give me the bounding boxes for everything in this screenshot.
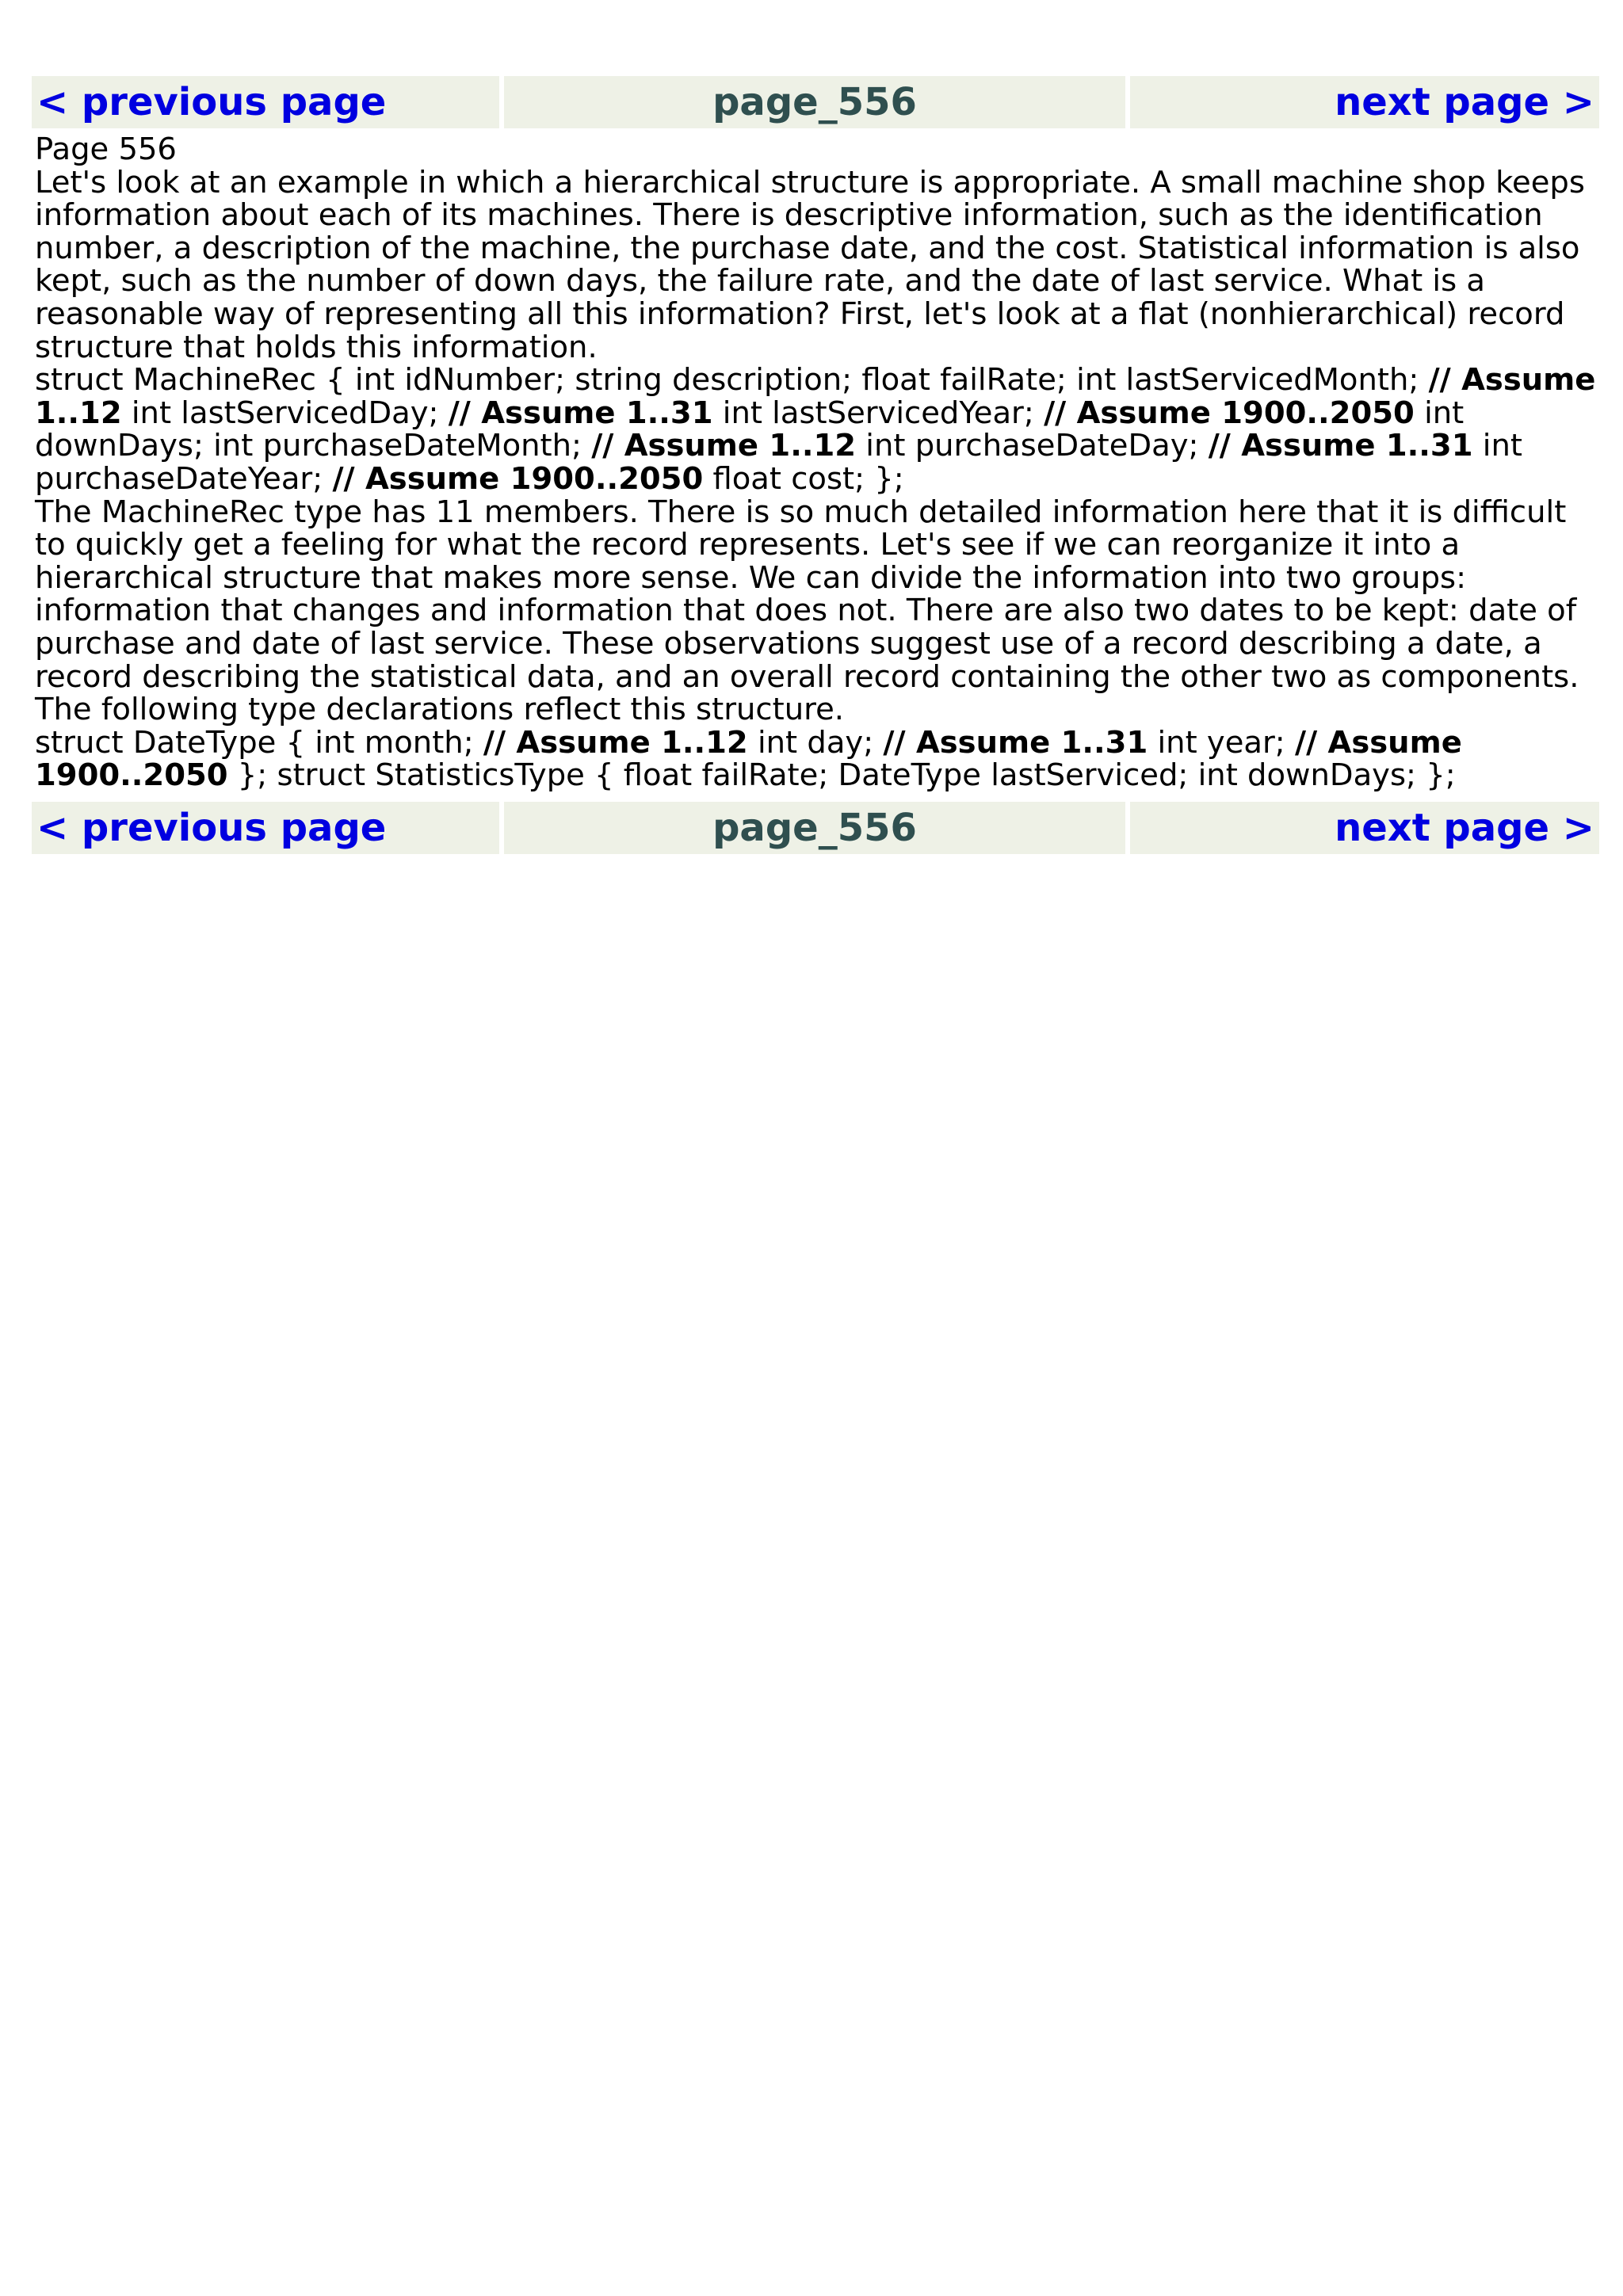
next-page-link[interactable]: next page > xyxy=(1335,806,1594,850)
code-text: struct MachineRec { int idNumber; string description; float failRate; int lastServicedMonth; xyxy=(35,362,1429,399)
next-page-cell xyxy=(1130,802,1599,854)
code-comment: // Assume 1..12 xyxy=(35,362,1596,431)
prev-page-cell xyxy=(32,76,499,128)
page-label: page_556 xyxy=(712,80,917,124)
code-comment: // Assume 1..31 xyxy=(1208,428,1473,464)
prev-page-cell xyxy=(32,802,499,854)
page-label-cell xyxy=(504,802,1125,854)
code-text: int purchaseDateDay; xyxy=(856,428,1209,464)
next-page-link[interactable]: next page > xyxy=(1335,80,1594,124)
code-comment: // Assume 1..31 xyxy=(883,724,1148,761)
code-comment: // Assume 1..12 xyxy=(591,428,857,464)
code-date-statistics xyxy=(35,724,1596,794)
page-label-cell xyxy=(504,76,1125,128)
top-navigation-bar xyxy=(32,76,1599,128)
page-content xyxy=(35,133,1596,792)
code-text: }; struct StatisticsType { float failRate; DateType lastServiced; int downDays; }; xyxy=(227,757,1456,794)
code-comment: // Assume 1..31 xyxy=(448,395,713,431)
code-text: int lastServicedDay; xyxy=(121,395,449,431)
code-comment: // Assume 1900..2050 xyxy=(1044,395,1415,431)
code-text: struct DateType { int month; xyxy=(35,724,483,761)
code-text: int purchaseDateYear; xyxy=(35,428,1522,497)
bottom-navigation-bar xyxy=(32,802,1599,854)
code-comment: // Assume 1900..2050 xyxy=(35,724,1462,794)
code-comment: // Assume 1..12 xyxy=(483,724,748,761)
page-label: page_556 xyxy=(712,806,917,850)
paragraph-explanation: The MachineRec type has 11 members. There is so much detailed information here that it is difficult to quickly get a feeling for what the record represents. Let's see if we can reorganize it into a hierarchical structure that makes more sense. We can divide the information into two groups: information that changes and information that does not. There are also two dates to be kept: date of purchase and date of last service. These observations suggest use of a record describing a date, a record describing the statistical data, and an overall record containing the other two as components. The following type declarations reflect this structure. xyxy=(35,494,1579,728)
code-text: int lastServicedYear; xyxy=(712,395,1044,431)
code-comment: // Assume 1900..2050 xyxy=(332,460,704,497)
code-text: int year; xyxy=(1148,724,1296,761)
paragraph-intro: Let's look at an example in which a hierarchical structure is appropriate. A small machine shop keeps information about each of its machines. There is descriptive information, such as the identification number, a description of the machine, the purchase date, and the cost. Statistical information is also kept, such as the number of down days, the failure rate, and the date of last service. What is a reasonable way of representing all this information? First, let's look at a flat (nonhierarchical) record structure that holds this information. xyxy=(35,164,1585,365)
previous-page-link[interactable]: < previous page xyxy=(36,806,387,850)
code-machine-rec xyxy=(35,364,1596,495)
code-text: float cost; }; xyxy=(703,460,904,497)
code-text: int downDays; int purchaseDateMonth; xyxy=(35,395,1465,464)
previous-page-link[interactable]: < previous page xyxy=(36,80,387,124)
page-heading: Page 556 xyxy=(35,132,177,167)
next-page-cell xyxy=(1130,76,1599,128)
code-text: int day; xyxy=(747,724,884,761)
